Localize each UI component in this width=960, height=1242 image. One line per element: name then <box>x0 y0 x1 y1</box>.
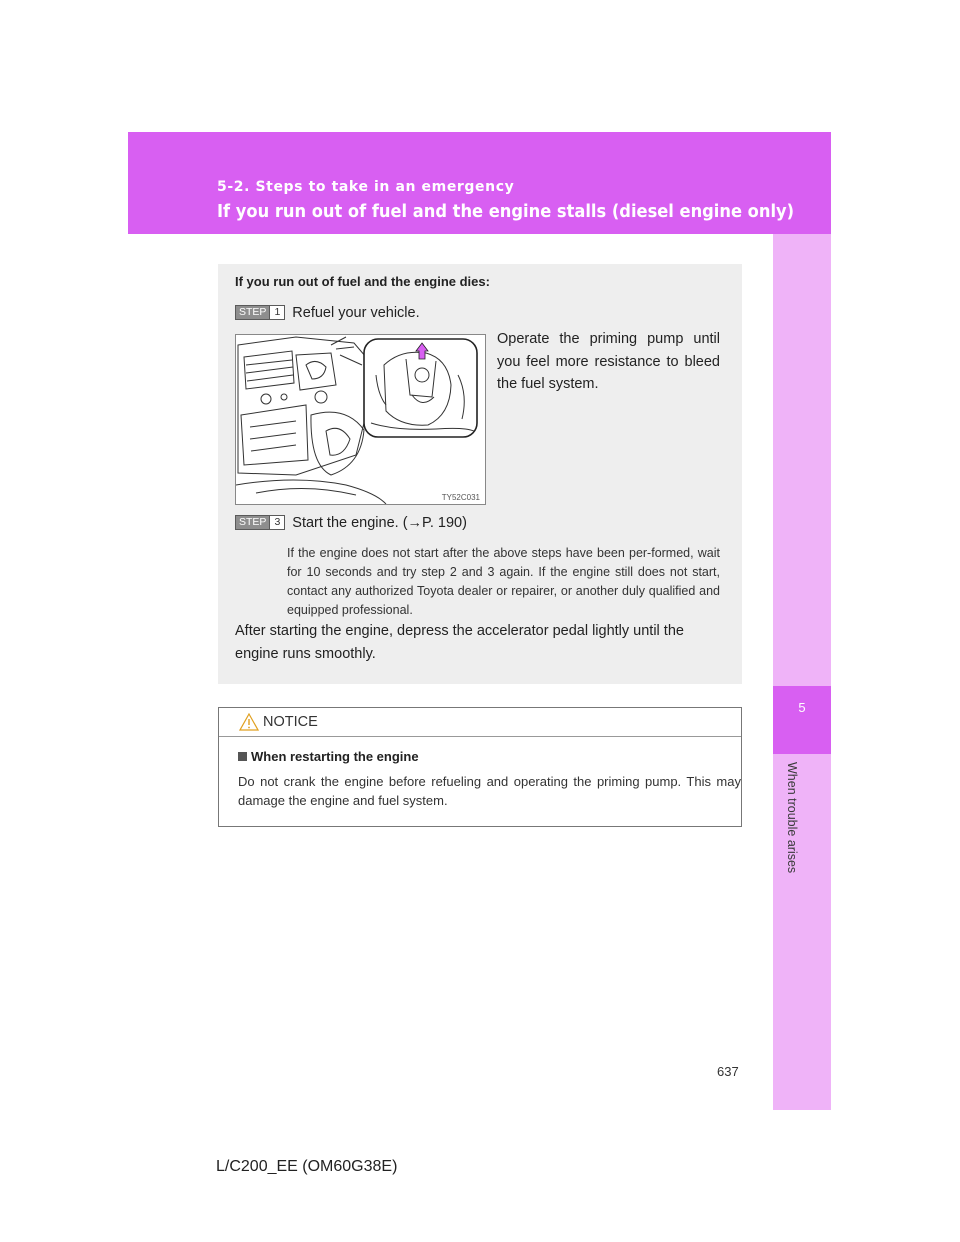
chapter-label: When trouble arises <box>785 762 799 874</box>
step-2-text: Operate the priming pump until you feel more resistance to bleed the fuel system. <box>497 331 720 392</box>
warning-icon <box>239 713 259 731</box>
closing-instruction: After starting the engine, depress the accelerator pedal lightly until the engine runs smoothly. <box>235 623 684 662</box>
notice-header <box>219 708 741 737</box>
notice-item-heading-text: When restarting the engine <box>251 749 419 764</box>
step-text: Start the engine. (→P. 190) <box>292 514 467 531</box>
notice-item-heading <box>238 749 419 764</box>
chapter-side-tab <box>773 234 831 1110</box>
chapter-number-tab <box>773 686 831 754</box>
page-title: If you run out of fuel and the engine stalls (diesel engine only) <box>217 202 795 222</box>
step-number: 1 <box>269 306 284 319</box>
step-badge <box>235 305 285 320</box>
step-text: Refuel your vehicle. <box>292 304 420 321</box>
step-badge <box>235 515 285 530</box>
chapter-number: 5 <box>798 700 806 715</box>
priming-pump-illustration <box>235 334 486 505</box>
step-word: STEP <box>236 306 269 319</box>
procedure-intro: If you run out of fuel and the engine dies: <box>235 274 490 289</box>
document-code: L/C200_EE (OM60G38E) <box>216 1158 398 1175</box>
notice-box <box>218 707 742 827</box>
page-number: 637 <box>717 1064 739 1079</box>
step-number: 3 <box>269 516 284 529</box>
square-bullet-icon <box>238 752 247 761</box>
figure-code: TY52C031 <box>441 493 480 502</box>
notice-body: Do not crank the engine before refueling and operating the priming pump. This may damage the engine and fuel system. <box>238 774 741 808</box>
step-1 <box>235 305 420 320</box>
step-3-note: If the engine does not start after the above steps have been per-formed, wait for 10 seconds and try step 2 and 3 again. If the engine still does not start, contact any authorized Toyota dealer or repairer, or another duly qualified and equipped professional. <box>287 546 720 617</box>
step-word: STEP <box>236 516 269 529</box>
section-label: 5-2. Steps to take in an emergency <box>217 179 515 195</box>
engine-bay-drawing <box>236 335 485 504</box>
notice-title: NOTICE <box>263 714 318 730</box>
step-3 <box>235 515 467 530</box>
